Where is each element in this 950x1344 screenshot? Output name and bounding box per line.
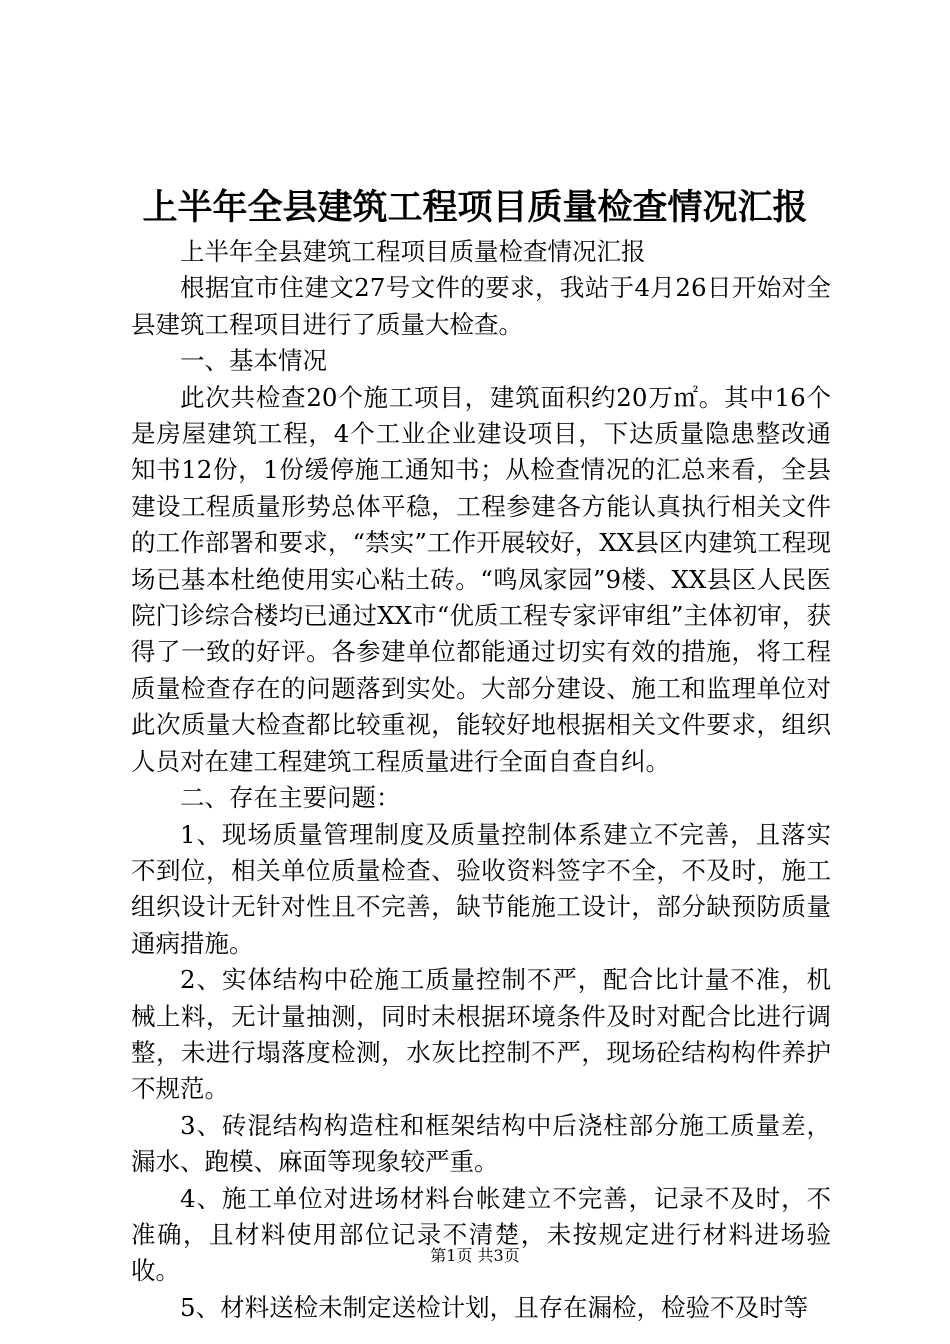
page-number-footer: 第1页 共3页 — [430, 1246, 520, 1265]
paragraph-subtitle: 上半年全县建筑工程项目质量检查情况汇报 — [180, 237, 646, 266]
document-body — [131, 234, 831, 1326]
paragraph-problem-3: 3、砖混结构构造柱和框架结构中后浇柱部分施工质量差，漏水、跑模、麻面等现象较严重。 — [131, 1110, 831, 1177]
section-heading-basic-situation: 一、基本情况 — [180, 346, 327, 376]
paragraph-intro: 根据宜市住建文27号文件的要求，我站于4月26日开始对全县建筑工程项目进行了质量大检查。 — [131, 273, 831, 339]
paragraph-problem-2: 2、实体结构中砼施工质量控制不严，配合比计量不准，机械上料，无计量抽测，同时未根据环境条件及时对配合比进行调整，未进行塌落度检测，水灰比控制不严，现场砼结构构件养护不规范。 — [131, 965, 831, 1104]
paragraph-problem-1: 1、现场质量管理制度及质量控制体系建立不完善，且落实不到位，相关单位质量检查、验收资料签字不全，不及时，施工组织设计无针对性且不完善，缺节能施工设计，部分缺预防质量通病措施。 — [131, 819, 831, 958]
section-heading-main-problems: 二、存在主要问题： — [180, 783, 401, 813]
paragraph-problem-4: 4、施工单位对进场材料台帐建立不完善，记录不及时，不准确，且材料使用部位记录不清楚，未按规定进行材料进场验收。 — [131, 1183, 831, 1286]
paragraph-problem-5: 5、材料送检未制定送检计划，且存在漏检，检验不及时等 — [180, 1292, 809, 1322]
paragraph-basic-situation: 此次共检查20个施工项目，建筑面积约20万㎡。其中16个是房屋建筑工程，4个工业企业建设项目，下达质量隐患整改通知书12份，1份缓停施工通知书；从检查情况的汇总来看，全县建设工程质量形势总体平稳，工程参建各方能认真执行相关文件的工作部署和要求，“禁实”工作开展较好，XX县区内建筑工程现场已基本杜绝使用实心粘土砖。“鸣凤家园”9楼、XX县区人民医院门诊综合楼均已通过XX市“优质工程专家评审组”主体初审，获得了一致的好评。各参建单位都能通过切实有效的措施，将工程质量检查存在的问题落到实处。大部分建设、施工和监理单位对此次质量大检查都比较重视，能较好地根据相关文件要求，组织人员对在建工程建筑工程质量进行全面自查自纠。 — [131, 382, 831, 776]
document-title: 上半年全县建筑工程项目质量检查情况汇报 — [142, 187, 808, 228]
